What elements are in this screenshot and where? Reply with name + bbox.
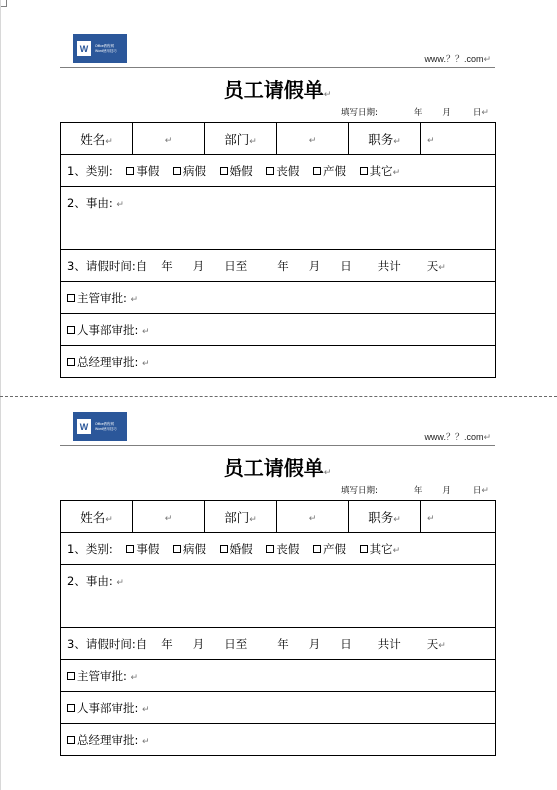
reason-row bbox=[61, 565, 496, 628]
supervisor-approval[interactable]: 主管审批: ↵ bbox=[61, 282, 496, 314]
reason-label: 2、事由: bbox=[67, 196, 113, 210]
checkbox-icon[interactable] bbox=[126, 167, 134, 175]
checkbox-icon[interactable] bbox=[67, 294, 75, 302]
position-label-cell: 职务↵ bbox=[349, 501, 421, 533]
checkbox-icon[interactable] bbox=[67, 736, 75, 744]
logo-line-2: Word使用技巧 bbox=[95, 48, 117, 53]
crop-mark-horizontal bbox=[0, 6, 7, 7]
site-url: www.？？.com↵ bbox=[424, 54, 491, 65]
logo-line-1: Office教程网 bbox=[95, 421, 114, 426]
logo-text bbox=[95, 44, 117, 54]
leave-type-option[interactable]: 产假 bbox=[313, 542, 346, 556]
form-title: 员工请假单↵ bbox=[223, 78, 332, 102]
date-day: 日 bbox=[472, 108, 482, 118]
date-day: 日 bbox=[472, 486, 482, 496]
gm-approval[interactable]: 总经理审批: ↵ bbox=[61, 346, 496, 378]
leave-type-option[interactable]: 丧假 bbox=[266, 164, 299, 178]
approval-row bbox=[61, 724, 496, 756]
form-title: 员工请假单↵ bbox=[223, 456, 332, 480]
leave-type-option[interactable]: 丧假 bbox=[266, 542, 299, 556]
reason-label: 2、事由: bbox=[67, 574, 113, 588]
reason-row bbox=[61, 187, 496, 250]
word-logo bbox=[73, 34, 127, 63]
word-logo-icon: W bbox=[77, 419, 91, 434]
date-month: 月 bbox=[442, 108, 451, 118]
checkbox-icon[interactable] bbox=[67, 358, 75, 366]
leave-type-option[interactable]: 产假 bbox=[313, 164, 346, 178]
checkbox-icon[interactable] bbox=[266, 167, 274, 175]
date-label: 填写日期: bbox=[341, 108, 378, 118]
word-logo-icon: W bbox=[77, 41, 91, 56]
info-row bbox=[61, 123, 496, 155]
leave-type-row: 1、类别: 事假 病假 婚假 丧假 产假 其它↵ bbox=[61, 533, 496, 565]
leave-type-row: 1、类别: 事假 病假 婚假 丧假 产假 其它↵ bbox=[61, 155, 496, 187]
approval-row bbox=[61, 314, 496, 346]
logo-line-1: Office教程网 bbox=[95, 43, 114, 48]
name-label-cell: 姓名↵ bbox=[61, 501, 133, 533]
site-url: www.？？.com↵ bbox=[424, 432, 491, 443]
leave-type-option[interactable]: 事假 bbox=[126, 542, 159, 556]
leave-type-option[interactable]: 婚假 bbox=[220, 542, 253, 556]
reason-field[interactable]: 2、事由: ↵ bbox=[61, 187, 496, 250]
leave-form-table bbox=[60, 122, 496, 378]
dept-field[interactable]: ↵ bbox=[277, 123, 349, 155]
checkbox-icon[interactable] bbox=[126, 545, 134, 553]
leave-type-option[interactable]: 病假 bbox=[173, 542, 206, 556]
leave-type-option[interactable]: 病假 bbox=[173, 164, 206, 178]
dept-field[interactable]: ↵ bbox=[277, 501, 349, 533]
position-field[interactable]: ↵ bbox=[421, 501, 496, 533]
header-rule bbox=[60, 67, 495, 68]
leave-type-option[interactable]: 其它 bbox=[360, 164, 393, 178]
name-label-cell: 姓名↵ bbox=[61, 123, 133, 155]
logo-text bbox=[95, 422, 117, 432]
name-field[interactable]: ↵ bbox=[133, 501, 205, 533]
leave-type-option[interactable]: 其它 bbox=[360, 542, 393, 556]
checkbox-icon[interactable] bbox=[67, 704, 75, 712]
fill-date-line: 填写日期: 年 月 日↵ bbox=[341, 486, 489, 496]
checkbox-icon[interactable] bbox=[220, 167, 228, 175]
gm-approval[interactable]: 总经理审批: ↵ bbox=[61, 724, 496, 756]
approval-row bbox=[61, 282, 496, 314]
checkbox-icon[interactable] bbox=[67, 326, 75, 334]
leave-time-row bbox=[61, 250, 496, 282]
leave-form-page-1 bbox=[60, 0, 495, 396]
date-month: 月 bbox=[442, 486, 451, 496]
fill-date-line: 填写日期: 年 月 日↵ bbox=[341, 108, 489, 118]
leave-form-table bbox=[60, 500, 496, 756]
approval-row bbox=[61, 692, 496, 724]
header-rule bbox=[60, 445, 495, 446]
leave-type-option[interactable]: 事假 bbox=[126, 164, 159, 178]
approval-row bbox=[61, 660, 496, 692]
leave-time-label: 3、请假时间: bbox=[67, 636, 136, 651]
word-logo bbox=[73, 412, 127, 441]
date-year: 年 bbox=[413, 486, 423, 496]
checkbox-icon[interactable] bbox=[67, 672, 75, 680]
supervisor-approval[interactable]: 主管审批: ↵ bbox=[61, 660, 496, 692]
checkbox-icon[interactable] bbox=[360, 545, 368, 553]
checkbox-icon[interactable] bbox=[173, 545, 181, 553]
approval-row bbox=[61, 346, 496, 378]
dept-label-cell: 部门↵ bbox=[205, 123, 277, 155]
checkbox-icon[interactable] bbox=[313, 167, 321, 175]
checkbox-icon[interactable] bbox=[313, 545, 321, 553]
hr-approval[interactable]: 人事部审批: ↵ bbox=[61, 692, 496, 724]
date-year: 年 bbox=[413, 108, 423, 118]
leave-time-field[interactable]: 3、请假时间:自 年 月 日至 年 月 日 共计 天↵ bbox=[61, 250, 496, 282]
hr-approval[interactable]: 人事部审批: ↵ bbox=[61, 314, 496, 346]
date-label: 填写日期: bbox=[341, 486, 378, 496]
page-left-edge bbox=[0, 0, 1, 790]
position-label-cell: 职务↵ bbox=[349, 123, 421, 155]
leave-type-option[interactable]: 婚假 bbox=[220, 164, 253, 178]
leave-type-label: 1、类别: bbox=[67, 541, 113, 556]
leave-time-field[interactable]: 3、请假时间:自 年 月 日至 年 月 日 共计 天↵ bbox=[61, 628, 496, 660]
reason-field[interactable]: 2、事由: ↵ bbox=[61, 565, 496, 628]
leave-time-label: 3、请假时间: bbox=[67, 258, 136, 273]
checkbox-icon[interactable] bbox=[173, 167, 181, 175]
logo-line-2: Word使用技巧 bbox=[95, 426, 117, 431]
checkbox-icon[interactable] bbox=[220, 545, 228, 553]
dept-label-cell: 部门↵ bbox=[205, 501, 277, 533]
checkbox-icon[interactable] bbox=[266, 545, 274, 553]
leave-form-page-2 bbox=[60, 378, 495, 774]
name-field[interactable]: ↵ bbox=[133, 123, 205, 155]
position-field[interactable]: ↵ bbox=[421, 123, 496, 155]
info-row bbox=[61, 501, 496, 533]
leave-time-row bbox=[61, 628, 496, 660]
leave-type-label: 1、类别: bbox=[67, 163, 113, 178]
checkbox-icon[interactable] bbox=[360, 167, 368, 175]
